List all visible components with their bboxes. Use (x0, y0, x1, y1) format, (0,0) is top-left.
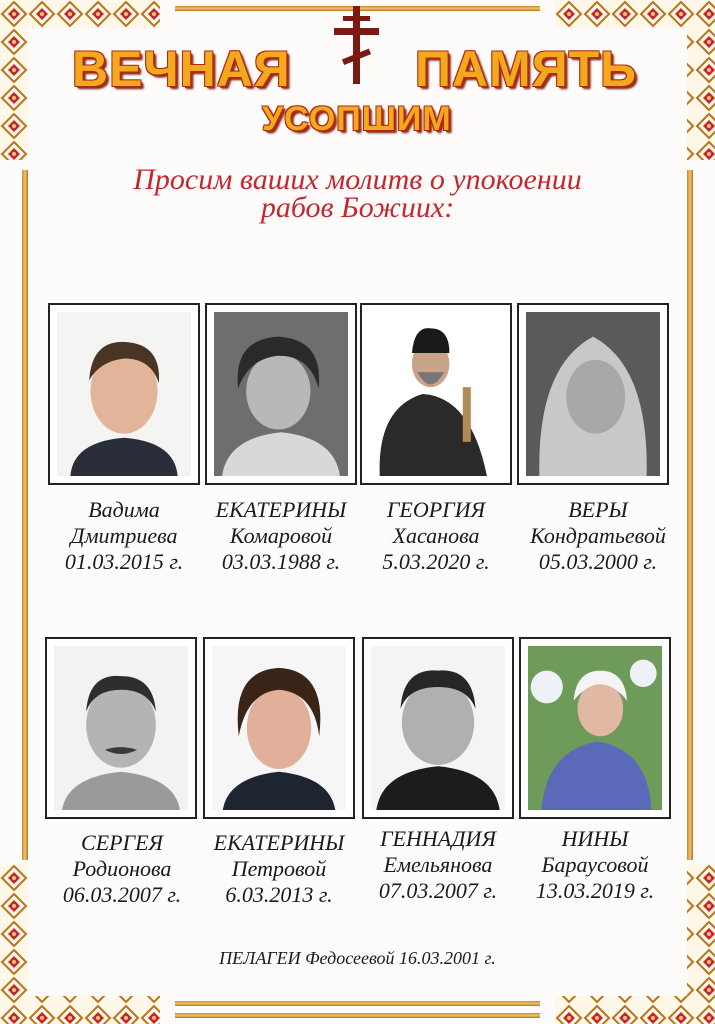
footer-remembrance-line: ПЕЛАГЕИ Федосеевой 16.03.2001 г. (219, 948, 496, 968)
person-caption (201, 830, 357, 908)
portrait-photo (54, 646, 188, 810)
gold-rail-right (687, 170, 693, 860)
death-date: 13.03.2019 г. (535, 878, 655, 903)
death-date: 07.03.2007 г. (378, 878, 498, 903)
title-left: ВЕЧНАЯ (72, 41, 291, 97)
death-date: 03.03.1988 г. (221, 549, 341, 574)
portrait-photo (371, 646, 505, 810)
person-surname: Родионова (72, 856, 172, 881)
title-subtitle: УСОПШИМ (262, 100, 452, 138)
orthodox-cross-icon (328, 4, 384, 86)
person-caption (517, 826, 673, 904)
person-surname: Емельянова (383, 852, 493, 877)
person-name: СЕРГЕЯ (81, 830, 163, 855)
death-date: 05.03.2000 г. (538, 549, 658, 574)
title-right: ПАМЯТЬ (415, 41, 638, 97)
photo-frame (360, 303, 512, 485)
person-name: ВЕРЫ (568, 497, 628, 522)
portrait-photo (369, 312, 503, 476)
plea-line-1: Просим ваших молитв о упокоении (133, 163, 582, 196)
portrait-photo (526, 312, 660, 476)
photo-frame (203, 637, 355, 819)
portrait-photo (57, 312, 191, 476)
person-caption (513, 497, 683, 575)
person-surname: Дмитриева (70, 523, 178, 548)
photo-frame (519, 637, 671, 819)
photo-frame (517, 303, 669, 485)
portrait-photo (214, 312, 348, 476)
death-date: 5.03.2020 г. (382, 549, 490, 574)
gold-rail-bottom-inner (175, 1001, 540, 1006)
death-date: 06.03.2007 г. (62, 882, 182, 907)
person-name: ЕКАТЕРИНЫ (213, 830, 345, 855)
person-name: ЕКАТЕРИНЫ (215, 497, 347, 522)
photo-frame (362, 637, 514, 819)
person-surname: Хасанова (392, 523, 480, 548)
person-caption (44, 830, 200, 908)
person-surname: Петровой (231, 856, 327, 881)
death-date: 01.03.2015 г. (64, 549, 184, 574)
death-date: 6.03.2013 г. (225, 882, 333, 907)
person-surname: Комаровой (229, 523, 333, 548)
person-name: Вадима (88, 497, 160, 522)
portrait-photo (212, 646, 346, 810)
plea-line-2: рабов Божиих: (260, 191, 455, 224)
person-name: ГЕОРГИЯ (386, 497, 486, 522)
portrait-photo (528, 646, 662, 810)
person-name: ГЕННАДИЯ (380, 826, 496, 851)
person-surname: Бараусовой (541, 852, 649, 877)
person-caption (203, 497, 359, 575)
gold-rail-bottom (175, 1013, 540, 1018)
gold-rail-left (22, 170, 28, 860)
photo-frame (205, 303, 357, 485)
photo-frame (45, 637, 197, 819)
person-caption (358, 497, 514, 575)
person-caption (46, 497, 202, 575)
photo-frame (48, 303, 200, 485)
person-surname: Кондратьевой (530, 523, 666, 548)
person-caption (360, 826, 516, 904)
person-name: НИНЫ (561, 826, 629, 851)
